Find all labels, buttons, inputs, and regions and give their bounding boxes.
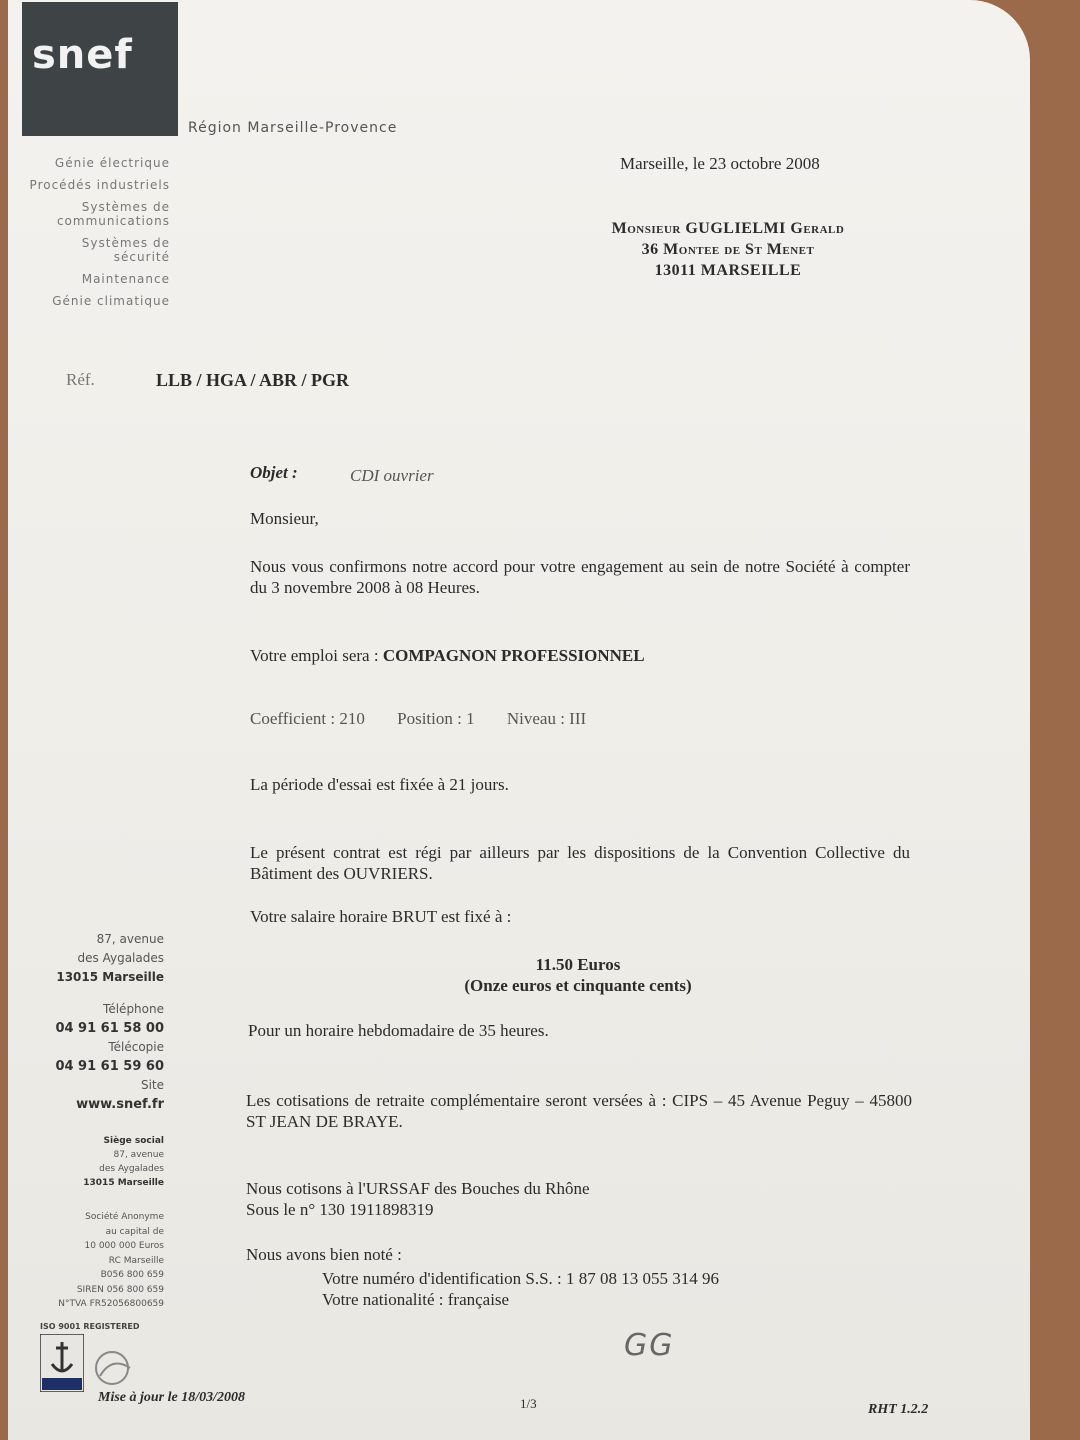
telephone-number: 04 91 61 58 00 <box>55 1021 164 1036</box>
weekly-hours: Pour un horaire hebdomadaire de 35 heures. <box>248 1021 549 1040</box>
subject-label: Objet : <box>250 463 298 482</box>
salutation: Monsieur, <box>250 509 319 528</box>
address-line: 87, avenue <box>96 932 164 946</box>
site-label: Site <box>140 1078 164 1092</box>
nationality: Votre nationalité : française <box>322 1290 510 1309</box>
activity-item: Systèmes de communications <box>56 200 170 228</box>
position: Position : 1 <box>397 709 475 728</box>
salary-amount-words: (Onze euros et cinquante cents) <box>464 976 692 995</box>
reference-label: Réf. <box>66 370 95 389</box>
handwritten-initials: GG <box>624 1328 675 1363</box>
salary-amount: 11.50 Euros <box>535 955 621 974</box>
website: www.snef.fr <box>76 1097 164 1112</box>
head-office-line: 87, avenue <box>113 1150 164 1160</box>
legal-line: Société Anonyme <box>85 1212 164 1222</box>
reference-value: LLB / HGA / ABR / PGR <box>156 370 350 390</box>
urssaf-number: Sous le n° 130 1911898319 <box>246 1200 434 1219</box>
company-contact <box>28 1000 164 1114</box>
update-date: Mise à jour le 18/03/2008 <box>98 1390 246 1405</box>
activity-item: Génie électrique <box>54 156 170 170</box>
urssaf-line: Nous cotisons à l'URSSAF des Bouches du Rhône <box>246 1179 590 1198</box>
form-reference: RHT 1.2.2 <box>868 1402 929 1417</box>
coefficient: Coefficient : 210 <box>250 709 365 728</box>
certification-seal-icon <box>90 1346 146 1396</box>
address-city: 13015 Marseille <box>56 970 164 984</box>
fax-label: Télécopie <box>108 1040 164 1054</box>
legal-line: SIREN 056 800 659 <box>76 1284 164 1295</box>
pension-paragraph: Les cotisations de retraite complémentaire seront versées à : CIPS – 45 Avenue Peguy – 45800 ST JEAN DE BRAYE. <box>246 1091 912 1131</box>
salary-amount-block <box>428 954 728 996</box>
telephone-label: Téléphone <box>103 1002 164 1016</box>
head-office-label: Siège social <box>103 1136 164 1146</box>
certification-anchor-icon <box>40 1334 84 1392</box>
job-title: COMPAGNON PROFESSIONNEL <box>382 646 645 665</box>
activity-item: Procédés industriels <box>29 178 170 192</box>
subject-value: CDI ouvrier <box>350 466 434 485</box>
activity-item: Maintenance <box>81 272 170 286</box>
legal-line: N°TVA FR52056800659 <box>58 1299 164 1309</box>
classification-line <box>250 708 614 729</box>
activity-list <box>28 156 170 316</box>
head-office-line: des Aygalades <box>99 1164 164 1174</box>
job-line <box>250 645 645 666</box>
activity-item: Génie climatique <box>52 294 170 308</box>
recipient-address <box>568 218 888 281</box>
fax-number: 04 91 61 59 60 <box>55 1059 164 1074</box>
legal-line: B056 800 659 <box>100 1270 164 1280</box>
trial-period: La période d'essai est fixée à 21 jours. <box>250 775 509 794</box>
social-security-number: Votre numéro d'identification S.S. : 1 87 08 13 055 314 96 <box>322 1269 720 1288</box>
iso-certification: ISO 9001 REGISTERED <box>40 1322 140 1331</box>
region-name: Région Marseille-Provence <box>188 120 398 136</box>
recipient-city: 13011 MARSEILLE <box>654 262 802 279</box>
recipient-street: 36 Montee de St Menet <box>641 241 815 258</box>
note-intro: Nous avons bien noté : <box>246 1245 402 1264</box>
logo-text: snef <box>32 32 133 78</box>
legal-line: au capital de <box>105 1226 164 1237</box>
address-line: des Aygalades <box>77 951 164 965</box>
niveau: Niveau : III <box>506 709 587 728</box>
activity-item: Systèmes de sécurité <box>81 236 170 264</box>
legal-info <box>28 1210 164 1312</box>
urssaf-block <box>246 1178 590 1220</box>
engagement-paragraph: Nous vous confirmons notre accord pour votre engagement au sein de notre Société à compter du 3 novembre 2008 à 08 Heures. <box>250 557 910 597</box>
convention-paragraph: Le présent contrat est régi par ailleurs par les dispositions de la Convention Collective du Bâtiment des OUVRIERS. <box>250 843 910 883</box>
company-logo <box>22 2 178 136</box>
letter-page <box>8 0 1030 1440</box>
legal-line: RC Marseille <box>108 1255 164 1266</box>
note-lines <box>322 1268 719 1310</box>
salary-intro: Votre salaire horaire BRUT est fixé à : <box>250 907 512 926</box>
company-address <box>28 930 164 987</box>
legal-line: 10 000 000 Euros <box>84 1241 164 1251</box>
page-number: 1/3 <box>520 1396 537 1411</box>
recipient-name: Monsieur GUGLIELMI Gerald <box>611 220 845 237</box>
head-office <box>28 1134 164 1190</box>
head-office-city: 13015 Marseille <box>83 1178 164 1188</box>
job-label: Votre emploi sera : <box>250 646 379 665</box>
letter-date: Marseille, le 23 octobre 2008 <box>620 154 820 173</box>
